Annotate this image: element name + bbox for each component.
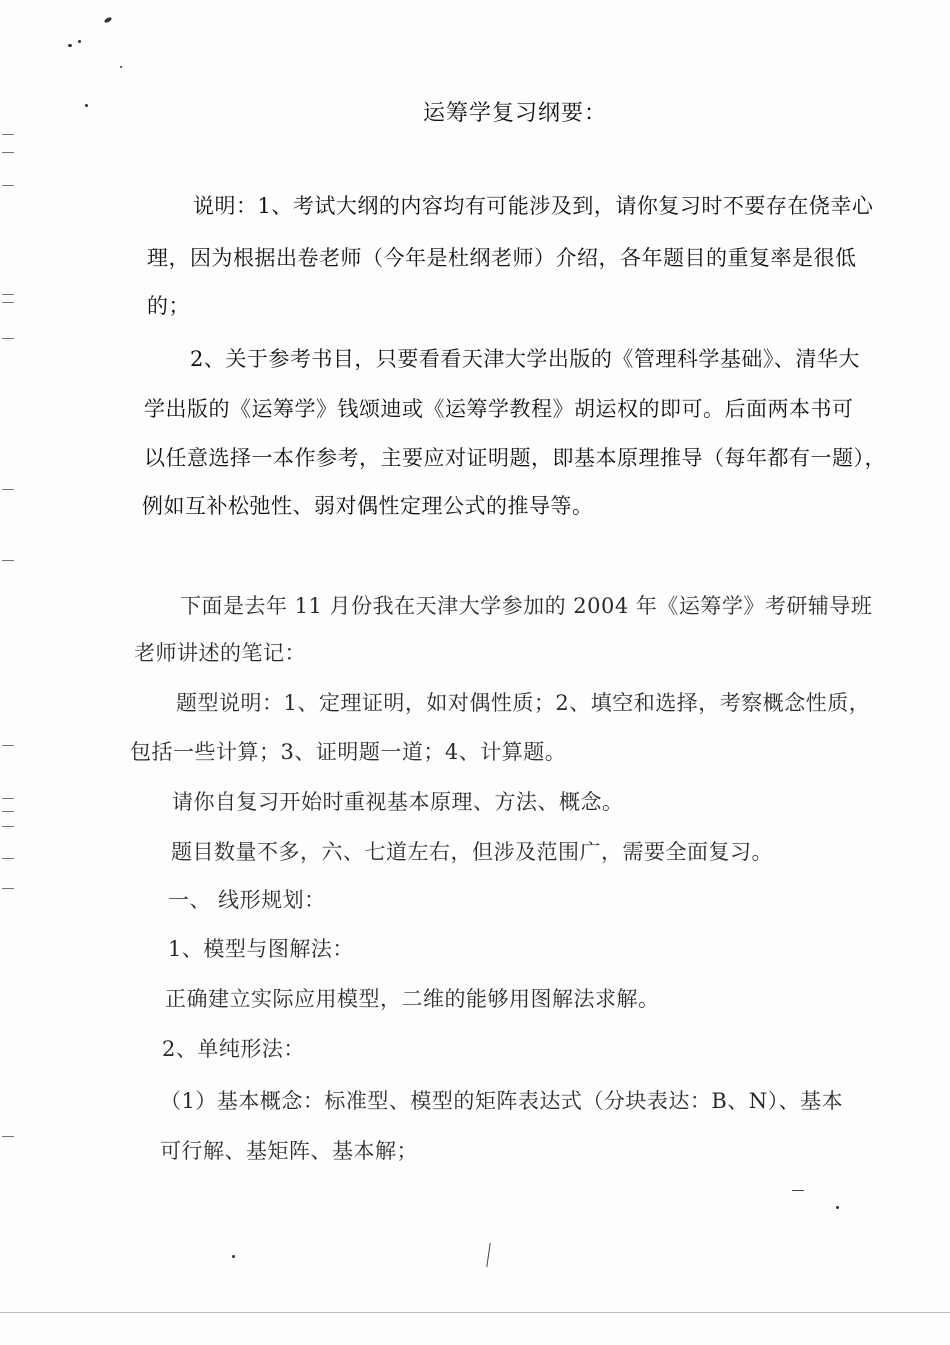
edge-mark (2, 745, 14, 746)
scan-speck (68, 44, 72, 47)
text-line: 学出版的《运筹学》钱颂迪或《运筹学教程》胡运权的即可。后面两本书可 (144, 397, 854, 421)
text-line: 以任意选择一本作参考，主要应对证明题，即基本原理推导（每年都有一题）， (144, 446, 886, 470)
edge-mark (2, 338, 14, 339)
scan-scratch (792, 1190, 804, 1191)
text-line: 正确建立实际应用模型，二维的能够用图解法求解。 (165, 987, 660, 1011)
edge-mark (2, 560, 14, 561)
edge-mark (2, 811, 14, 812)
text-line: 的； (147, 294, 190, 318)
subsection-heading: 2、单纯形法： (162, 1037, 305, 1061)
text-line: （1）基本概念：标准型、模型的矩阵表达式（分块表达：B、N）、基本 (160, 1089, 844, 1113)
scan-speck (120, 66, 122, 68)
edge-mark (2, 134, 14, 135)
scan-bottom-edge (0, 1312, 950, 1313)
text-line: 2、关于参考书目，只要看看天津大学出版的《管理科学基础》、清华大 (190, 347, 860, 371)
scan-speck (85, 104, 88, 107)
text-line: 老师讲述的笔记： (134, 641, 306, 665)
text-line: 题目数量不多，六、七道左右，但涉及范围广，需要全面复习。 (171, 840, 773, 864)
section-heading: 一、 线形规划： (168, 888, 326, 912)
edge-mark (2, 798, 14, 799)
text-line: 包括一些计算；3、证明题一道；4、计算题。 (130, 740, 567, 764)
scan-speck (104, 16, 113, 23)
subsection-heading: 1、模型与图解法： (168, 937, 354, 961)
text-line: 请你自复习开始时重视基本原理、方法、概念。 (172, 790, 624, 814)
edge-mark (2, 858, 14, 859)
edge-mark (2, 1136, 14, 1137)
text-line: 可行解、基矩阵、基本解； (160, 1139, 418, 1163)
page-title: 运筹学复习纲要： (423, 101, 608, 126)
edge-mark (2, 302, 14, 303)
edge-mark (2, 826, 14, 827)
scan-scratch (486, 1243, 490, 1267)
edge-mark (2, 294, 14, 295)
scan-speck (836, 1206, 839, 1209)
edge-mark (2, 185, 14, 186)
scan-speck (232, 1255, 235, 1258)
edge-mark (2, 888, 14, 889)
text-line: 理，因为根据出卷老师（今年是杜纲老师）介绍，各年题目的重复率是很低 (147, 246, 857, 270)
scan-speck (78, 40, 81, 43)
edge-mark (2, 489, 14, 490)
edge-mark (2, 152, 14, 153)
text-line: 下面是去年 11 月份我在天津大学参加的 2004 年《运筹学》考研辅导班 (180, 594, 873, 618)
text-line: 题型说明：1、定理证明，如对偶性质；2、填空和选择，考察概念性质， (176, 691, 871, 715)
text-line: 说明：1、考试大纲的内容均有可能涉及到，请你复习时不要存在侥幸心 (193, 194, 874, 218)
text-line: 例如互补松弛性、弱对偶性定理公式的推导等。 (142, 494, 594, 518)
